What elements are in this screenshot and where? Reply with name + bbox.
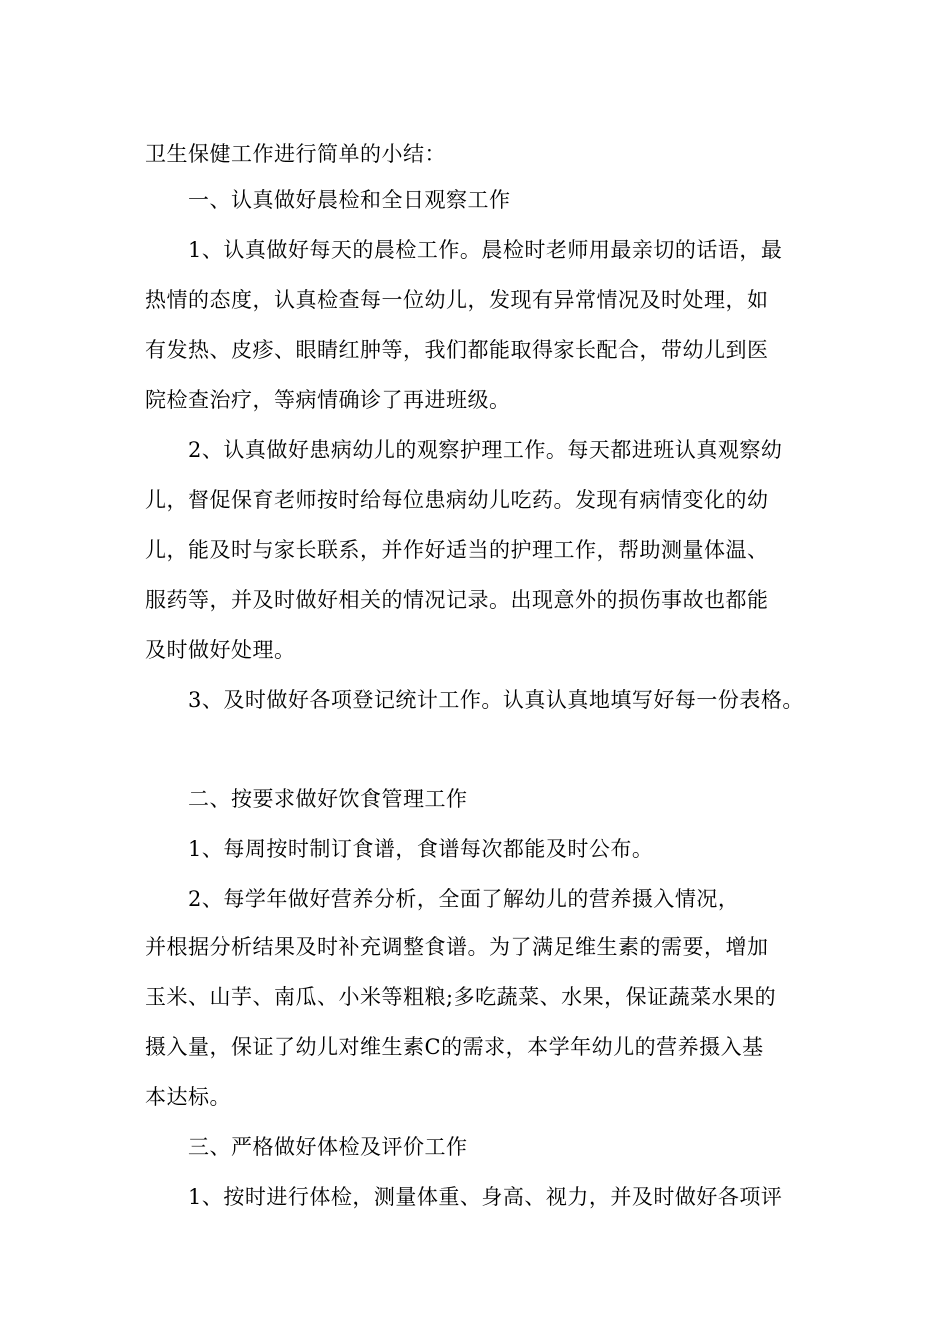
paragraph-line: 热情的态度，认真检查每一位幼儿，发现有异常情况及时处理，如 bbox=[145, 288, 769, 312]
paragraph-line: 本达标。 bbox=[145, 1085, 231, 1109]
paragraph-line: 及时做好处理。 bbox=[145, 638, 296, 662]
paragraph-line: 1、每周按时制订食谱，食谱每次都能及时公布。 bbox=[188, 837, 654, 861]
intro-line: 卫生保健工作进行简单的小结： bbox=[145, 142, 446, 166]
section-heading-3: 三、严格做好体检及评价工作 bbox=[188, 1135, 468, 1159]
paragraph-line: 3、及时做好各项登记统计工作。认真认真地填写好每一份表格。 bbox=[188, 688, 804, 712]
paragraph-line: 2、认真做好患病幼儿的观察护理工作。每天都进班认真观察幼 bbox=[188, 438, 783, 462]
paragraph-line: 院检查治疗，等病情确诊了再进班级。 bbox=[145, 388, 511, 412]
paragraph-line: 有发热、皮疹、眼睛红肿等，我们都能取得家长配合，带幼儿到医 bbox=[145, 338, 769, 362]
paragraph-line: 并根据分析结果及时补充调整食谱。为了满足维生素的需要，增加 bbox=[145, 935, 769, 959]
paragraph-line: 儿，督促保育老师按时给每位患病幼儿吃药。发现有病情变化的幼 bbox=[145, 488, 769, 512]
paragraph-line: 儿，能及时与家长联系，并作好适当的护理工作，帮助测量体温、 bbox=[145, 538, 769, 562]
section-heading-1: 一、认真做好晨检和全日观察工作 bbox=[188, 188, 511, 212]
paragraph-line: 2、每学年做好营养分析，全面了解幼儿的营养摄入情况， bbox=[188, 887, 740, 911]
paragraph-line: 摄入量，保证了幼儿对维生素C的需求，本学年幼儿的营养摄入基 bbox=[145, 1035, 764, 1059]
section-heading-2: 二、按要求做好饮食管理工作 bbox=[188, 787, 468, 811]
paragraph-line: 玉米、山芋、南瓜、小米等粗粮;多吃蔬菜、水果，保证蔬菜水果的 bbox=[145, 985, 777, 1009]
paragraph-line: 1、认真做好每天的晨检工作。晨检时老师用最亲切的话语，最 bbox=[188, 238, 783, 262]
paragraph-line: 服药等，并及时做好相关的情况记录。出现意外的损伤事故也都能 bbox=[145, 588, 769, 612]
paragraph-line: 1、按时进行体检，测量体重、身高、视力，并及时做好各项评 bbox=[188, 1185, 783, 1209]
